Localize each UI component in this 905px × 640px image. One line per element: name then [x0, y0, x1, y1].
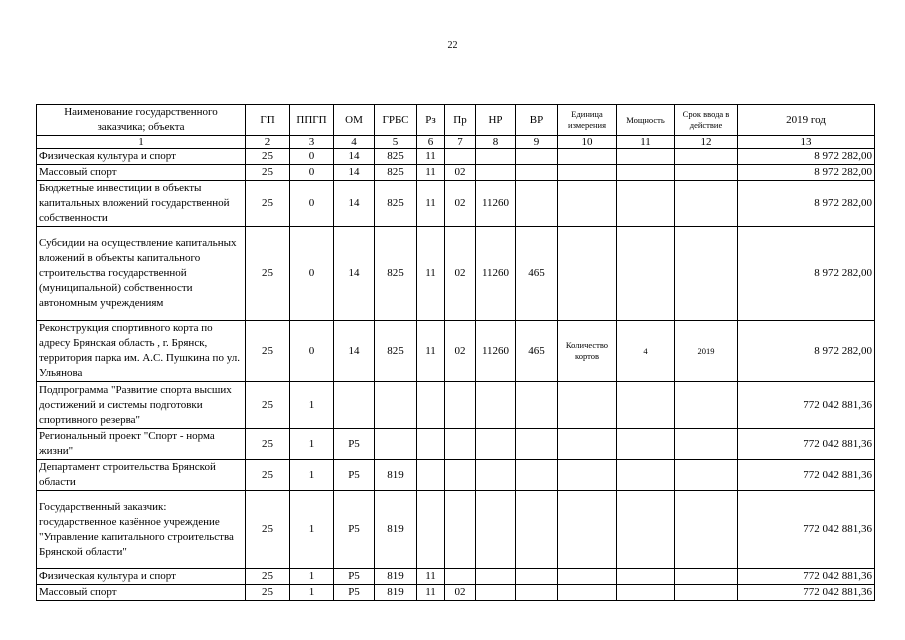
cell-grbs: 819: [375, 585, 417, 601]
cell-ppgp: 1: [290, 382, 334, 429]
column-number: 5: [375, 136, 417, 149]
cell-name: Физическая культура и спорт: [37, 569, 246, 585]
cell-name: Физическая культура и спорт: [37, 149, 246, 165]
cell-amount: 8 972 282,00: [738, 149, 875, 165]
header-vr: ВР: [516, 105, 558, 136]
column-number: 7: [445, 136, 476, 149]
cell-pr: 02: [445, 181, 476, 227]
header-unit: Единица измерения: [558, 105, 617, 136]
cell-unit: [558, 585, 617, 601]
cell-amount: 8 972 282,00: [738, 181, 875, 227]
table-row: [37, 321, 875, 382]
cell-power: [617, 460, 675, 491]
cell-grbs: [375, 382, 417, 429]
column-number: 6: [417, 136, 445, 149]
cell-nr: 11260: [476, 321, 516, 382]
header-pr: Пр: [445, 105, 476, 136]
table-row: [37, 227, 875, 321]
cell-grbs: 825: [375, 149, 417, 165]
cell-vr: 465: [516, 227, 558, 321]
cell-unit: [558, 165, 617, 181]
column-number: 13: [738, 136, 875, 149]
cell-nr: 11260: [476, 181, 516, 227]
header-name: Наименование государственного заказчика; объекта: [37, 105, 246, 136]
cell-nr: [476, 569, 516, 585]
cell-power: [617, 382, 675, 429]
cell-rz: 11: [417, 227, 445, 321]
cell-term: [675, 382, 738, 429]
cell-vr: [516, 181, 558, 227]
cell-name: Бюджетные инвестиции в объекты капитальных вложений государственной собственности: [37, 181, 246, 227]
cell-amount: 8 972 282,00: [738, 321, 875, 382]
cell-gp: 25: [246, 181, 290, 227]
cell-grbs: [375, 429, 417, 460]
cell-pr: [445, 569, 476, 585]
cell-om: 14: [334, 165, 375, 181]
column-number: 11: [617, 136, 675, 149]
column-number: 8: [476, 136, 516, 149]
cell-nr: [476, 149, 516, 165]
cell-pr: [445, 382, 476, 429]
cell-grbs: 825: [375, 227, 417, 321]
cell-rz: [417, 460, 445, 491]
cell-rz: [417, 491, 445, 569]
cell-amount: 772 042 881,36: [738, 491, 875, 569]
cell-pr: 02: [445, 585, 476, 601]
cell-ppgp: 1: [290, 491, 334, 569]
cell-grbs: 819: [375, 491, 417, 569]
cell-rz: 11: [417, 321, 445, 382]
table-row: [37, 569, 875, 585]
cell-ppgp: 0: [290, 149, 334, 165]
cell-unit: [558, 429, 617, 460]
cell-vr: [516, 569, 558, 585]
cell-gp: 25: [246, 569, 290, 585]
cell-pr: [445, 149, 476, 165]
cell-nr: [476, 460, 516, 491]
cell-rz: 11: [417, 585, 445, 601]
header-gp: ГП: [246, 105, 290, 136]
cell-unit: [558, 149, 617, 165]
cell-om: P5: [334, 429, 375, 460]
column-number: 2: [246, 136, 290, 149]
budget-table: [36, 104, 875, 601]
cell-amount: 772 042 881,36: [738, 460, 875, 491]
cell-om: P5: [334, 585, 375, 601]
cell-amount: 772 042 881,36: [738, 382, 875, 429]
header-nr: НР: [476, 105, 516, 136]
header-year: 2019 год: [738, 105, 875, 136]
cell-vr: [516, 585, 558, 601]
cell-grbs: 825: [375, 321, 417, 382]
table-row: [37, 382, 875, 429]
cell-nr: [476, 491, 516, 569]
cell-vr: 465: [516, 321, 558, 382]
cell-ppgp: 1: [290, 585, 334, 601]
cell-term: [675, 181, 738, 227]
cell-nr: [476, 429, 516, 460]
cell-pr: [445, 429, 476, 460]
column-number: 1: [37, 136, 246, 149]
cell-vr: [516, 165, 558, 181]
cell-rz: 11: [417, 165, 445, 181]
cell-vr: [516, 460, 558, 491]
table-row: [37, 429, 875, 460]
cell-amount: 8 972 282,00: [738, 165, 875, 181]
cell-rz: 11: [417, 181, 445, 227]
cell-name: Подпрограмма "Развитие спорта высших достижений и системы подготовки спортивного резерва": [37, 382, 246, 429]
cell-name: Массовый спорт: [37, 165, 246, 181]
cell-vr: [516, 382, 558, 429]
cell-pr: [445, 491, 476, 569]
cell-power: [617, 585, 675, 601]
cell-om: P5: [334, 460, 375, 491]
table-row: [37, 181, 875, 227]
cell-unit: [558, 181, 617, 227]
cell-pr: 02: [445, 165, 476, 181]
cell-amount: 772 042 881,36: [738, 569, 875, 585]
cell-power: [617, 149, 675, 165]
cell-unit: [558, 382, 617, 429]
page-number: 22: [447, 40, 458, 51]
cell-power: [617, 165, 675, 181]
cell-gp: 25: [246, 149, 290, 165]
cell-term: [675, 429, 738, 460]
cell-ppgp: 0: [290, 181, 334, 227]
cell-amount: 8 972 282,00: [738, 227, 875, 321]
cell-term: [675, 460, 738, 491]
table-row: [37, 460, 875, 491]
cell-om: P5: [334, 491, 375, 569]
cell-term: 2019: [675, 321, 738, 382]
cell-nr: [476, 382, 516, 429]
cell-power: [617, 429, 675, 460]
cell-name: Департамент строительства Брянской области: [37, 460, 246, 491]
cell-gp: 25: [246, 321, 290, 382]
cell-om: 14: [334, 149, 375, 165]
cell-vr: [516, 429, 558, 460]
cell-om: [334, 382, 375, 429]
cell-name: Массовый спорт: [37, 585, 246, 601]
header-rz: Рз: [417, 105, 445, 136]
cell-gp: 25: [246, 382, 290, 429]
cell-gp: 25: [246, 227, 290, 321]
column-number: 12: [675, 136, 738, 149]
column-number: 10: [558, 136, 617, 149]
cell-om: 14: [334, 321, 375, 382]
table-row: [37, 585, 875, 601]
cell-rz: [417, 429, 445, 460]
cell-gp: 25: [246, 429, 290, 460]
cell-term: [675, 585, 738, 601]
cell-unit: [558, 227, 617, 321]
cell-ppgp: 1: [290, 569, 334, 585]
cell-grbs: 819: [375, 460, 417, 491]
cell-grbs: 825: [375, 165, 417, 181]
cell-term: [675, 491, 738, 569]
cell-name: Субсидии на осуществление капитальных вложений в объекты капитального строительства государственной (муниципальной) собственности автономным учреждениям: [37, 227, 246, 321]
cell-name: Региональный проект "Спорт - норма жизни": [37, 429, 246, 460]
column-number: 9: [516, 136, 558, 149]
cell-amount: 772 042 881,36: [738, 429, 875, 460]
cell-grbs: 819: [375, 569, 417, 585]
column-number: 4: [334, 136, 375, 149]
cell-vr: [516, 491, 558, 569]
cell-vr: [516, 149, 558, 165]
cell-ppgp: 0: [290, 321, 334, 382]
table-body: [37, 149, 875, 601]
header-grbs: ГРБС: [375, 105, 417, 136]
cell-ppgp: 0: [290, 227, 334, 321]
cell-power: [617, 491, 675, 569]
table-row: [37, 491, 875, 569]
column-number: 3: [290, 136, 334, 149]
cell-ppgp: 1: [290, 429, 334, 460]
cell-unit: [558, 569, 617, 585]
cell-rz: [417, 382, 445, 429]
cell-ppgp: 0: [290, 165, 334, 181]
cell-nr: 11260: [476, 227, 516, 321]
cell-term: [675, 149, 738, 165]
header-row: [37, 105, 875, 136]
header-om: ОМ: [334, 105, 375, 136]
cell-ppgp: 1: [290, 460, 334, 491]
cell-pr: 02: [445, 321, 476, 382]
cell-term: [675, 165, 738, 181]
cell-om: 14: [334, 227, 375, 321]
cell-term: [675, 227, 738, 321]
cell-pr: [445, 460, 476, 491]
cell-pr: 02: [445, 227, 476, 321]
header-term: Срок ввода в действие: [675, 105, 738, 136]
cell-gp: 25: [246, 491, 290, 569]
cell-gp: 25: [246, 460, 290, 491]
cell-om: 14: [334, 181, 375, 227]
cell-term: [675, 569, 738, 585]
column-number-row: [37, 136, 875, 149]
table-row: [37, 149, 875, 165]
cell-power: [617, 181, 675, 227]
cell-rz: 11: [417, 149, 445, 165]
cell-om: P5: [334, 569, 375, 585]
cell-unit: Количество кортов: [558, 321, 617, 382]
cell-power: [617, 569, 675, 585]
cell-amount: 772 042 881,36: [738, 585, 875, 601]
cell-nr: [476, 585, 516, 601]
cell-unit: [558, 491, 617, 569]
cell-name: Государственный заказчик: государственное казённое учреждение "Управление капитального строительства Брянской области": [37, 491, 246, 569]
cell-gp: 25: [246, 585, 290, 601]
cell-power: 4: [617, 321, 675, 382]
table-row: [37, 165, 875, 181]
cell-nr: [476, 165, 516, 181]
cell-rz: 11: [417, 569, 445, 585]
cell-name: Реконструкция спортивного корта по адресу Брянская область , г. Брянск, территория парка им. А.С. Пушкина по ул. Ульянова: [37, 321, 246, 382]
cell-unit: [558, 460, 617, 491]
cell-power: [617, 227, 675, 321]
header-ppgp: ППГП: [290, 105, 334, 136]
cell-gp: 25: [246, 165, 290, 181]
header-power: Мощность: [617, 105, 675, 136]
cell-grbs: 825: [375, 181, 417, 227]
